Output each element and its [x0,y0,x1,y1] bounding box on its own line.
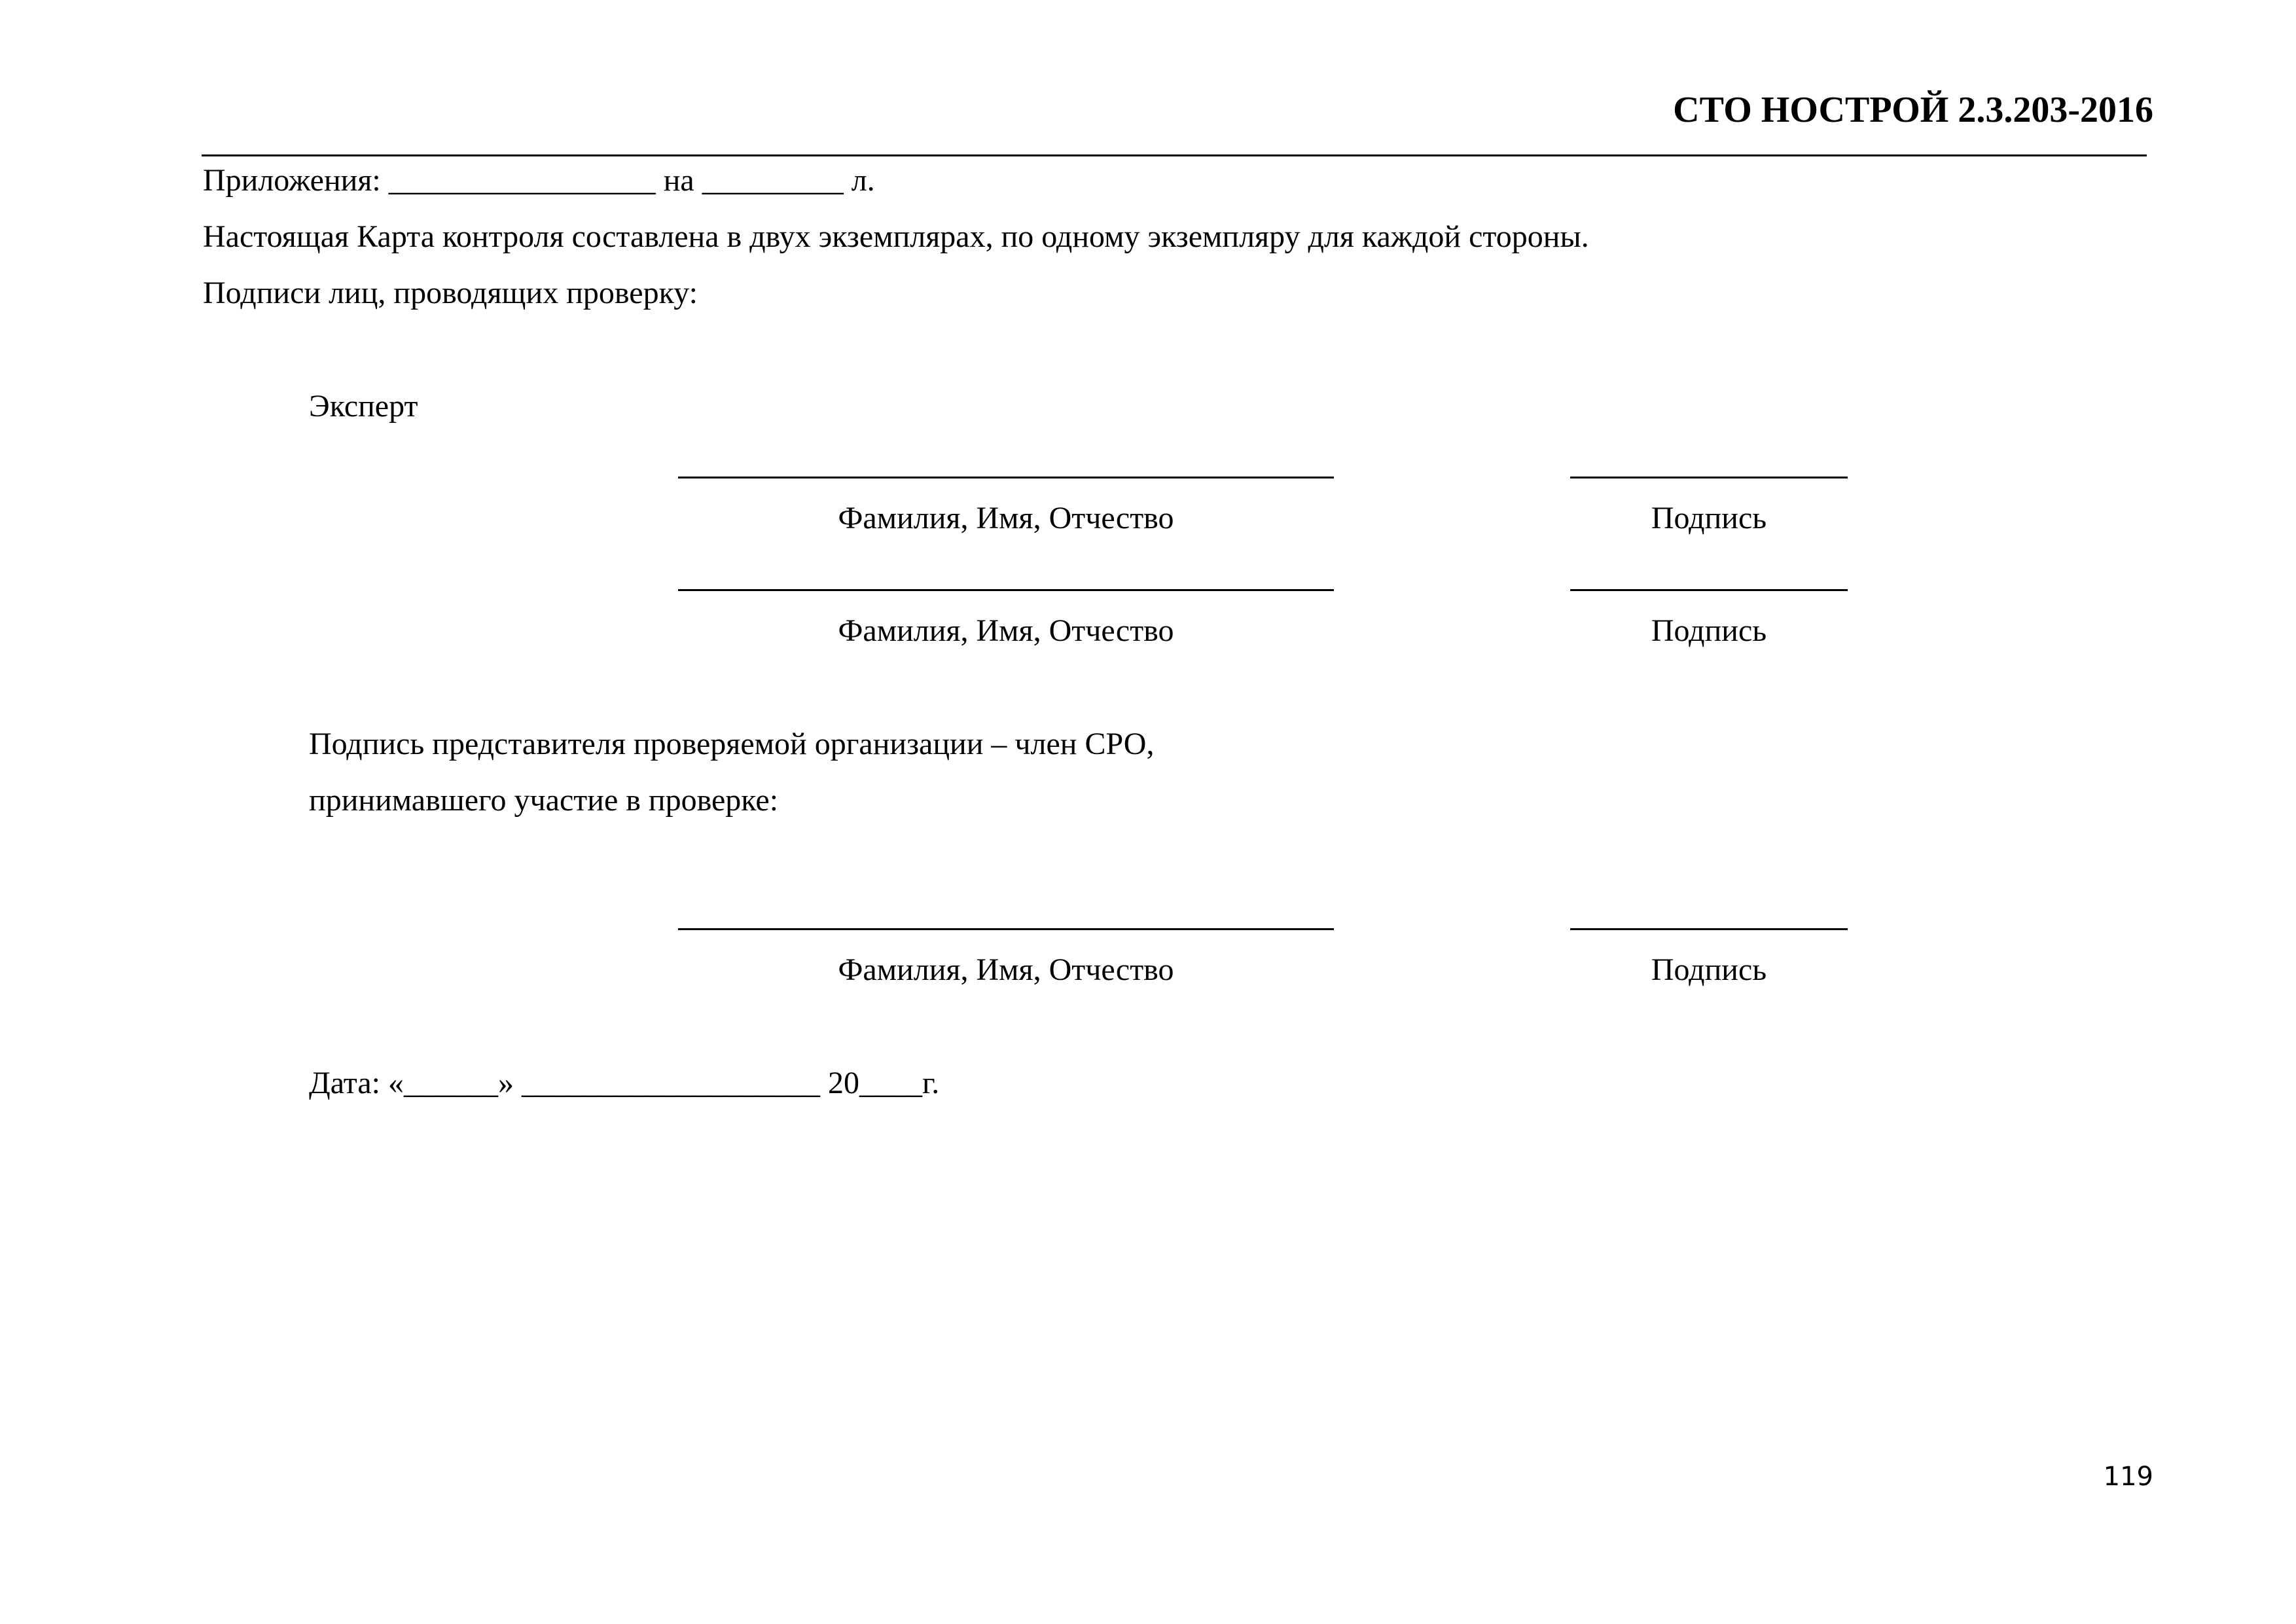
expert-name-caption-2: Фамилия, Имя, Отчество [838,613,1174,648]
expert-name-line-1 [678,477,1334,478]
expert-name-caption-1: Фамилия, Имя, Отчество [838,501,1174,535]
header-rule [202,154,2147,156]
representative-name-caption: Фамилия, Имя, Отчество [838,952,1174,987]
inspectors-line: Подписи лиц, проводящих проверку: [203,276,698,310]
expert-signature-caption-1: Подпись [1651,501,1767,535]
expert-signature-line-2 [1570,589,1848,591]
representative-line-1: Подпись представителя проверяемой организации – член СРО, [309,727,1155,761]
expert-label: Эксперт [309,389,418,424]
date-line: Дата: «______» ___________________ 20____г. [309,1066,940,1100]
expert-signature-caption-2: Подпись [1651,613,1767,648]
copies-line: Настоящая Карта контроля составлена в двух экземплярах, по одному экземпляру для каждой стороны. [203,219,1589,254]
document-code: СТО НОСТРОЙ 2.3.203-2016 [1673,90,2153,130]
page-number: 119 [2103,1462,2153,1492]
representative-name-line [678,928,1334,930]
representative-signature-line [1570,928,1848,930]
expert-name-line-2 [678,589,1334,591]
attachments-line: Приложения: _________________ на _________ л. [203,163,875,198]
representative-line-2: принимавшего участие в проверке: [309,783,779,818]
expert-signature-line-1 [1570,477,1848,478]
representative-signature-caption: Подпись [1651,952,1767,987]
